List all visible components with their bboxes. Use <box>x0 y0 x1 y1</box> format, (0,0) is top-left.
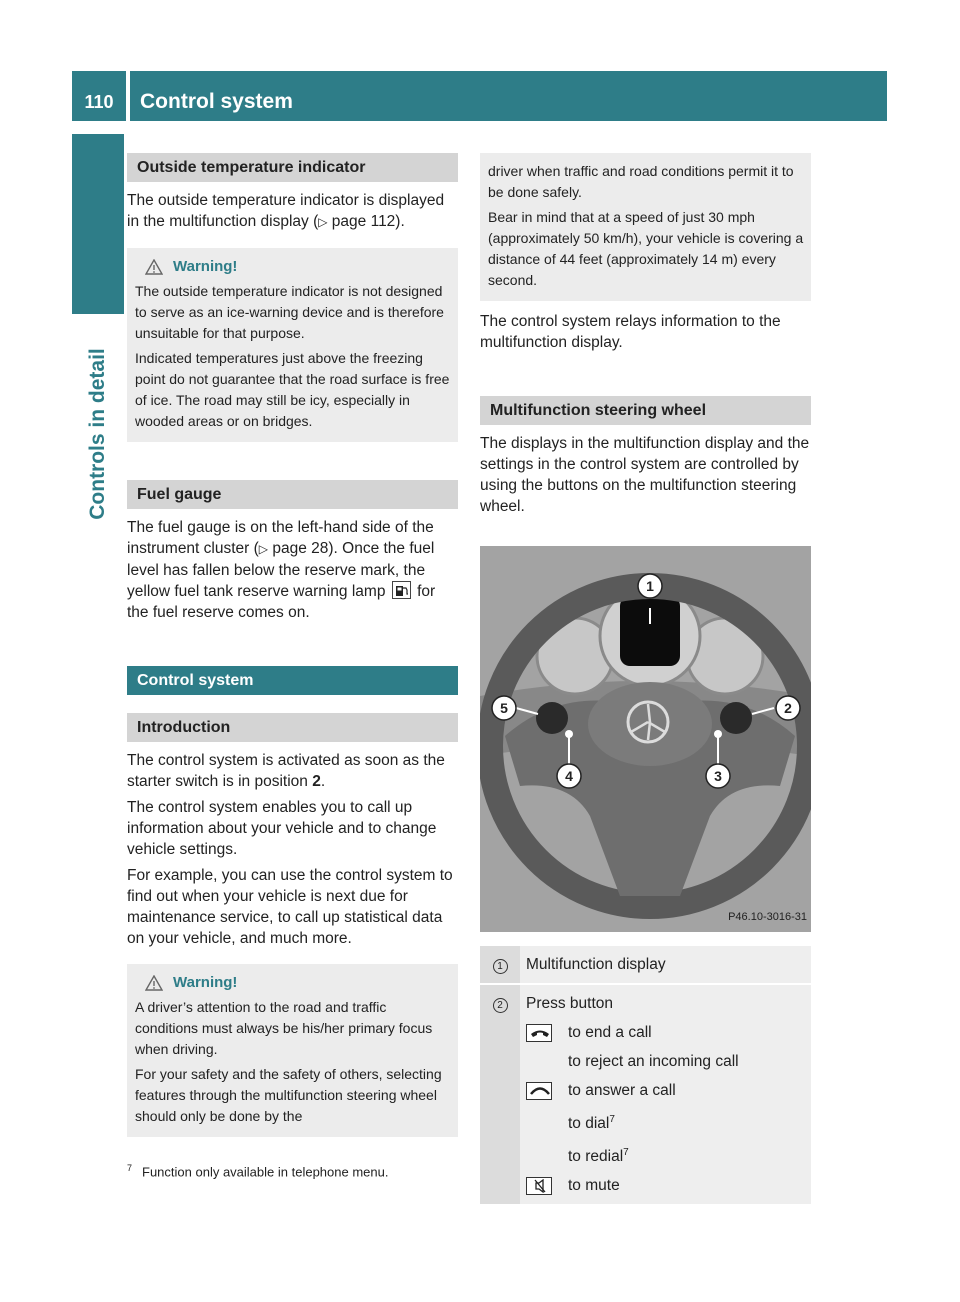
warning-box-driver-attention <box>127 964 458 1137</box>
warning-triangle-icon <box>145 975 163 991</box>
answer-call-icon <box>526 1082 552 1100</box>
page-title: Control system <box>140 90 293 113</box>
right-column <box>480 153 811 1204</box>
footnote-text: Function only available in telephone menu. <box>142 1164 389 1180</box>
end-call-text: to end a call <box>568 1024 652 1041</box>
legend-text: Press button <box>526 995 614 1012</box>
end-call-icon <box>526 1024 552 1042</box>
mfsw-heading: Multifunction steering wheel <box>480 396 811 425</box>
legend-number: 2 <box>493 998 508 1013</box>
warning-title: Warning! <box>173 258 238 275</box>
mute-text: to mute <box>568 1177 620 1195</box>
steering-wheel-illustration <box>480 546 811 932</box>
footnote-ref: 7 <box>623 1147 629 1159</box>
page-ref-arrow-icon: ▷ <box>258 542 269 556</box>
warning-box-continued <box>480 153 811 301</box>
answer-call-text: to answer a call <box>568 1082 676 1099</box>
mfsw-text: The displays in the multifunction display and the settings in the control system are controlled by using the buttons on the multifunction steering wheel. <box>480 435 810 515</box>
warning-text: A driver’s attention to the road and traffic conditions must always be his/her primary focus when driving. <box>135 999 433 1057</box>
intro-text: For example, you can use the control system to find out when your vehicle is next due for maintenance service, to call up statistical data on your vehicle, and much more. <box>127 867 453 947</box>
control-system-section-title: Control system <box>127 666 458 695</box>
outside-temp-text: The outside temperature indicator is displayed in the multifunction display (▷ page 112). <box>127 192 445 230</box>
callout-1: 1 <box>646 578 654 594</box>
callout-5: 5 <box>500 700 508 716</box>
fuel-pump-icon <box>392 581 411 599</box>
warning-text: Indicated temperatures just above the freezing point do not guarantee that the road surface is free of ice. The road may still be icy, especially in wooded areas or on bridges. <box>135 350 450 429</box>
warning-text: For your safety and the safety of others, selecting features through the multifunction steering wheel should only be done by the <box>135 1066 442 1124</box>
warning-text: driver when traffic and road conditions permit it to be done safely. <box>488 163 794 200</box>
steering-wheel-figure <box>480 546 811 932</box>
warning-text: The outside temperature indicator is not designed to serve as an ice-warning device and is therefore unsuitable for that purpose. <box>135 283 444 341</box>
intro-text: The control system enables you to call up information about your vehicle and to change vehicle settings. <box>127 799 437 858</box>
mute-icon <box>526 1177 552 1195</box>
fuel-gauge-text: The fuel gauge is on the left-hand side of the instrument cluster (▷ page 28). Once the fuel level has fallen below the reserve mark, the yellow fuel tank reserve warning lamp for the fuel reserve comes on. <box>127 519 436 621</box>
warning-text: Bear in mind that at a speed of just 30 mph (approximately 50 km/h), your vehicle is covering a distance of 44 feet (approximately 14 m) every second. <box>488 209 804 288</box>
header-separator <box>126 71 130 121</box>
figure-code: P46.10-3016-31 <box>728 911 807 923</box>
fuel-gauge-heading: Fuel gauge <box>127 480 458 509</box>
side-tab <box>72 314 124 554</box>
legend-row <box>480 984 811 1204</box>
page-number: 110 <box>84 92 114 112</box>
redial-text: to redial$^7$ <box>568 1147 629 1166</box>
side-tab-label: Controls in detail <box>86 348 109 520</box>
reject-call-text: to reject an incoming call <box>568 1053 739 1070</box>
warning-title: Warning! <box>173 974 238 991</box>
footnote <box>127 1163 388 1179</box>
dial-text: to dial$^7$ <box>568 1114 615 1133</box>
page-ref-arrow-icon: ▷ <box>318 215 328 229</box>
legend-number: 1 <box>493 959 508 974</box>
callout-3: 3 <box>714 768 722 784</box>
intro-text: The control system is activated as soon as the starter switch is in position 2. <box>127 752 445 790</box>
warning-box-outside-temp <box>127 248 458 442</box>
footnote-number: 7 <box>127 1163 133 1173</box>
callout-2: 2 <box>784 700 792 716</box>
side-tab-marker <box>72 134 124 314</box>
legend-row <box>480 946 811 984</box>
warning-triangle-icon <box>145 259 163 275</box>
legend-table <box>480 946 811 1204</box>
footnote-ref: 7 <box>609 1114 615 1125</box>
outside-temp-heading: Outside temperature indicator <box>127 153 458 182</box>
callout-4: 4 <box>565 768 573 784</box>
left-column <box>127 153 458 1137</box>
introduction-heading: Introduction <box>127 713 458 742</box>
legend-text: Multifunction display <box>520 946 811 984</box>
relay-text: The control system relays information to the multifunction display. <box>480 313 781 351</box>
